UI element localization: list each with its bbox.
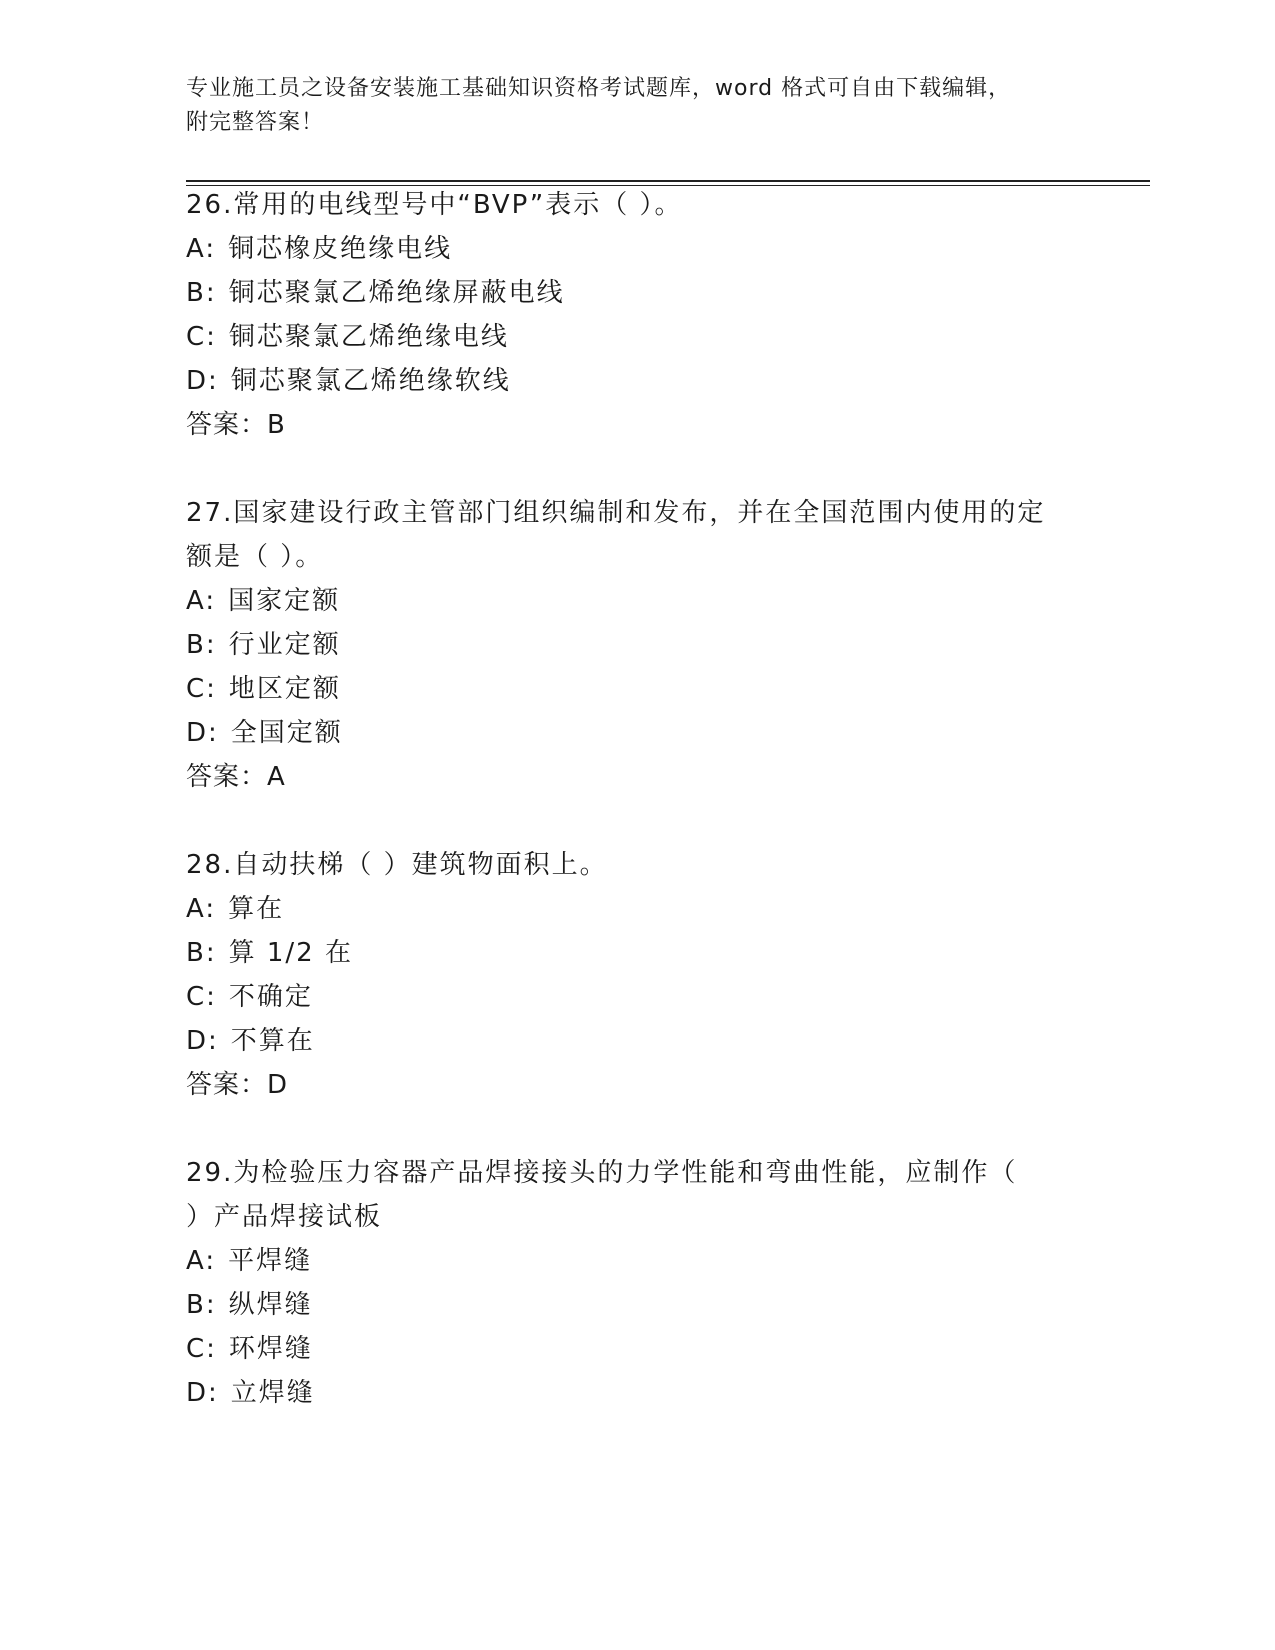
option-key: A:	[186, 586, 217, 616]
option-text: 铜芯聚氯乙烯绝缘软线	[230, 366, 511, 396]
question-29-stem-line-2: ）产品焊接试板	[186, 1202, 383, 1232]
option-key: D:	[186, 1026, 219, 1056]
question-26-answer: 答案：B	[186, 410, 286, 440]
question-26-stem: 26.常用的电线型号中“BVP”表示（ ）。	[186, 190, 683, 220]
option-key: C:	[186, 322, 217, 352]
question-28-option-d	[186, 1024, 315, 1058]
option-key: D:	[186, 1378, 219, 1408]
option-text: 行业定额	[228, 630, 341, 660]
option-text: 算在	[228, 894, 285, 924]
question-28-option-c	[186, 980, 313, 1014]
option-key: C:	[186, 1334, 217, 1364]
question-27-option-c	[186, 672, 341, 706]
option-text: 不确定	[228, 982, 313, 1012]
option-text: 铜芯橡皮绝缘电线	[228, 234, 453, 264]
option-key: B:	[186, 938, 217, 968]
option-key: A:	[186, 1246, 217, 1276]
option-key: B:	[186, 1290, 217, 1320]
option-text: 铜芯聚氯乙烯绝缘屏蔽电线	[228, 278, 565, 308]
option-key: D:	[186, 718, 219, 748]
option-text: 不算在	[230, 1026, 315, 1056]
question-27-stem-line-2: 额是（ ）。	[186, 542, 324, 572]
question-28-option-a	[186, 892, 284, 926]
question-26-option-a	[186, 232, 452, 266]
question-27-answer: 答案：A	[186, 762, 286, 792]
option-text: 地区定额	[228, 674, 341, 704]
option-key: C:	[186, 982, 217, 1012]
question-29-option-c	[186, 1332, 313, 1366]
question-29-option-a	[186, 1244, 312, 1278]
question-27-option-a	[186, 584, 340, 618]
header-line-1: 专业施工员之设备安装施工基础知识资格考试题库，word 格式可自由下载编辑，	[186, 76, 1012, 101]
option-key: C:	[186, 674, 217, 704]
question-26-option-b	[186, 276, 565, 310]
question-29-option-b	[186, 1288, 313, 1322]
option-text: 全国定额	[230, 718, 343, 748]
question-28-answer: 答案：D	[186, 1070, 289, 1100]
question-26-option-c	[186, 320, 509, 354]
option-text: 铜芯聚氯乙烯绝缘电线	[228, 322, 509, 352]
question-27-option-b	[186, 628, 341, 662]
option-text: 立焊缝	[230, 1378, 315, 1408]
header-divider-thick	[186, 180, 1150, 182]
question-28-stem: 28.自动扶梯（ ）建筑物面积上。	[186, 850, 608, 880]
question-27-stem-line-1: 27.国家建设行政主管部门组织编制和发布，并在全国范围内使用的定	[186, 498, 1046, 528]
question-29-stem-line-1: 29.为检验压力容器产品焊接接头的力学性能和弯曲性能，应制作（	[186, 1158, 1018, 1188]
document-header-note	[186, 72, 1086, 140]
option-text: 平焊缝	[228, 1246, 313, 1276]
header-line-2: 附完整答案！	[186, 110, 325, 135]
option-key: A:	[186, 234, 217, 264]
question-26-option-d	[186, 364, 511, 398]
option-key: D:	[186, 366, 219, 396]
option-text: 国家定额	[228, 586, 341, 616]
option-text: 算 1/2 在	[228, 938, 353, 968]
question-27-option-d	[186, 716, 343, 750]
option-text: 环焊缝	[228, 1334, 313, 1364]
option-key: B:	[186, 278, 217, 308]
option-text: 纵焊缝	[228, 1290, 313, 1320]
header-divider-thin	[186, 185, 1150, 186]
option-key: B:	[186, 630, 217, 660]
question-28-option-b	[186, 936, 353, 970]
question-29-option-d	[186, 1376, 315, 1410]
option-key: A:	[186, 894, 217, 924]
